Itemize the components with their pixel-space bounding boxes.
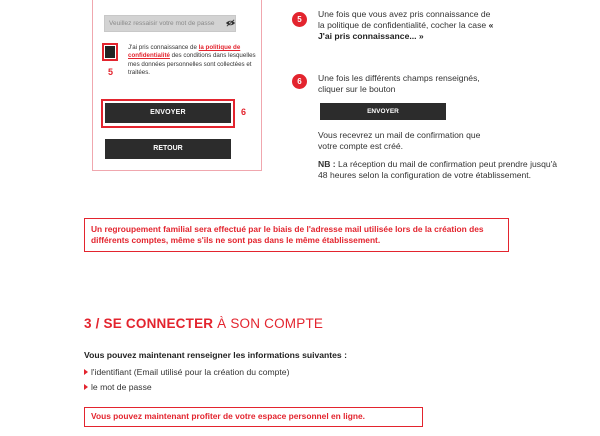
list-item: [84, 367, 289, 377]
back-button[interactable]: RETOUR: [105, 139, 231, 159]
list-item-text: l'identifiant (Email utilisé pour la création du compte): [91, 367, 290, 377]
list-item-text: le mot de passe: [91, 382, 152, 392]
confirm-password-input[interactable]: Veuillez ressaisir votre mot de passe: [104, 15, 236, 32]
section-3-title-strong: 3 / SE CONNECTER: [84, 316, 214, 331]
section-3-title: [84, 316, 323, 331]
step-5-instructions: [318, 9, 498, 41]
step-5-marker: 5: [108, 67, 114, 77]
step-5-text: Une fois que vous avez pris connaissance de la politique de confidentialité, cocher la case: [318, 9, 491, 30]
consent-text: [128, 44, 256, 78]
step-5-badge: 5: [292, 12, 307, 27]
section-3-title-rest: À SON COMPTE: [213, 316, 324, 331]
family-grouping-warning: Un regroupement familial sera effectué par le biais de l'adresse mail utilisée lors de la création des différents comptes, même s'ils ne sont pas dans le même établissement.: [84, 218, 509, 252]
section-3-intro: Vous pouvez maintenant renseigner les informations suivantes :: [84, 350, 347, 360]
send-button[interactable]: ENVOYER: [105, 103, 231, 123]
consent-suffix: des conditions dans lesquelles mes données personnelles sont collectées et traitées.: [128, 52, 256, 77]
step-5-emphasis: « J'ai pris connaissance... »: [318, 19, 494, 41]
consent-checkbox[interactable]: [105, 46, 115, 58]
eye-icon[interactable]: [225, 19, 236, 27]
nb-label: NB :: [318, 159, 336, 169]
step-6-badge: 6: [292, 74, 307, 89]
privacy-policy-link[interactable]: la politique de confidentialité: [128, 44, 241, 60]
final-note: Vous pouvez maintenant profiter de votre espace personnel en ligne.: [84, 407, 423, 427]
confirmation-note: Vous recevrez un mail de confirmation que votre compte est créé.: [318, 130, 481, 151]
step-6-instructions: Une fois les différents champs renseignés, cliquer sur le bouton: [318, 73, 480, 94]
example-send-button: ENVOYER: [320, 103, 446, 120]
consent-prefix: J'ai pris connaissance de: [128, 44, 199, 51]
registration-form-mockup: [92, 0, 262, 171]
nb-note: [318, 159, 568, 181]
nb-body: La réception du mail de confirmation peut prendre jusqu'à 48 heures selon la configuration de votre établissement.: [318, 159, 558, 180]
arrow-right-icon: [84, 369, 88, 375]
list-item: [84, 382, 152, 392]
step-6-marker: 6: [241, 107, 247, 117]
arrow-right-icon: [84, 384, 88, 390]
